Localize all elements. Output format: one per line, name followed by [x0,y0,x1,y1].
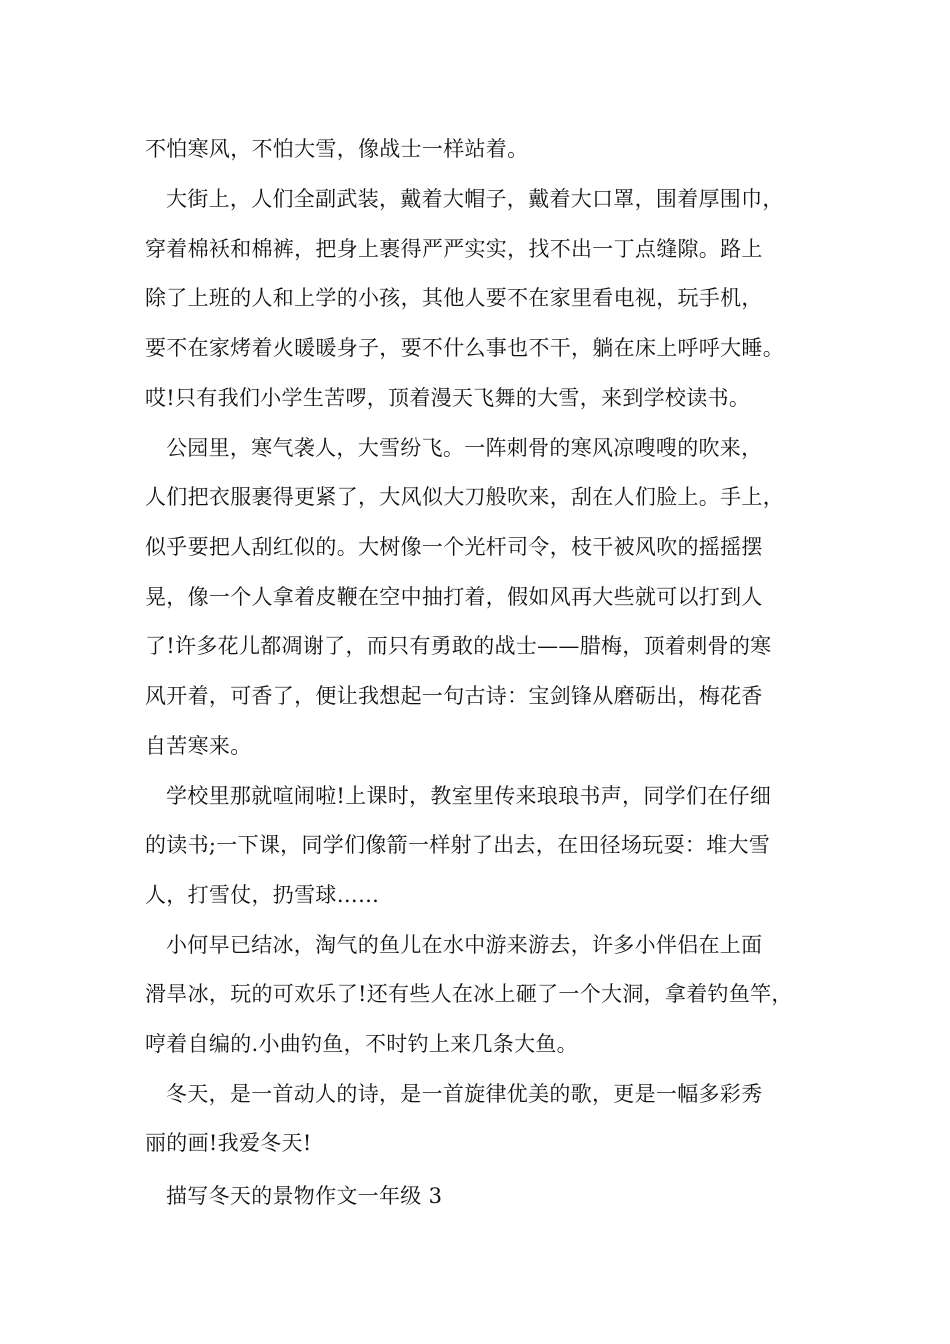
text-line: 哼着自编的.小曲钓鱼，不时钓上来几条大鱼。 [145,1032,578,1056]
text-line: 要不在家烤着火暖暖身子，要不什么事也不干，躺在床上呼呼大睡。 [145,336,784,360]
text-line: 哎!只有我们小学生苦啰，顶着漫天飞舞的大雪，来到学校读书。 [145,386,751,410]
section-heading: 描写冬天的景物作文一年级 3 [166,1184,443,1208]
text-line: 滑旱冰，玩的可欢乐了!还有些人在冰上砸了一个大洞，拿着钓鱼竿， [145,982,793,1006]
text-line: 风开着，可香了，便让我想起一句古诗：宝剑锋从磨砺出，梅花香 [145,684,763,708]
text-line: 丽的画!我爱冬天! [145,1131,312,1155]
text-line: 穿着棉袄和棉裤，把身上裹得严严实实，找不出一丁点缝隙。路上 [145,237,763,261]
text-line: 了!许多花儿都凋谢了，而只有勇敢的战士——腊梅，顶着刺骨的寒 [145,634,772,658]
text-line: 自苦寒来。 [145,734,252,758]
paragraph-start-line: 大街上，人们全副武装，戴着大帽子，戴着大口罩，围着厚围巾， [166,187,784,211]
paragraph-start-line: 小何早已结冰，淘气的鱼儿在水中游来游去，许多小伴侣在上面 [166,933,763,957]
text-line: 的读书;一下课，同学们像箭一样射了出去，在田径场玩耍：堆大雪 [145,833,771,857]
paragraph-start-line: 冬天，是一首动人的诗，是一首旋律优美的歌，更是一幅多彩秀 [166,1082,763,1106]
text-line: 人们把衣服裹得更紧了，大风似大刀般吹来，刮在人们脸上。手上， [145,485,784,509]
text-line: 晃，像一个人拿着皮鞭在空中抽打着，假如风再大些就可以打到人 [145,585,763,609]
paragraph-start-line: 公园里，寒气袭人，大雪纷飞。一阵刺骨的寒风凉嗖嗖的吹来， [166,436,763,460]
text-line: 似乎要把人刮红似的。大树像一个光杆司令，枝干被风吹的摇摇摆 [145,535,763,559]
text-line: 不怕寒风，不怕大雪，像战士一样站着。 [145,137,529,161]
text-line: 除了上班的人和上学的小孩，其他人要不在家里看电视，玩手机， [145,286,763,310]
text-line: 人，打雪仗，扔雪球…… [145,883,380,907]
paragraph-start-line: 学校里那就喧闹啦!上课时，教室里传来琅琅书声，同学们在仔细 [166,784,772,808]
